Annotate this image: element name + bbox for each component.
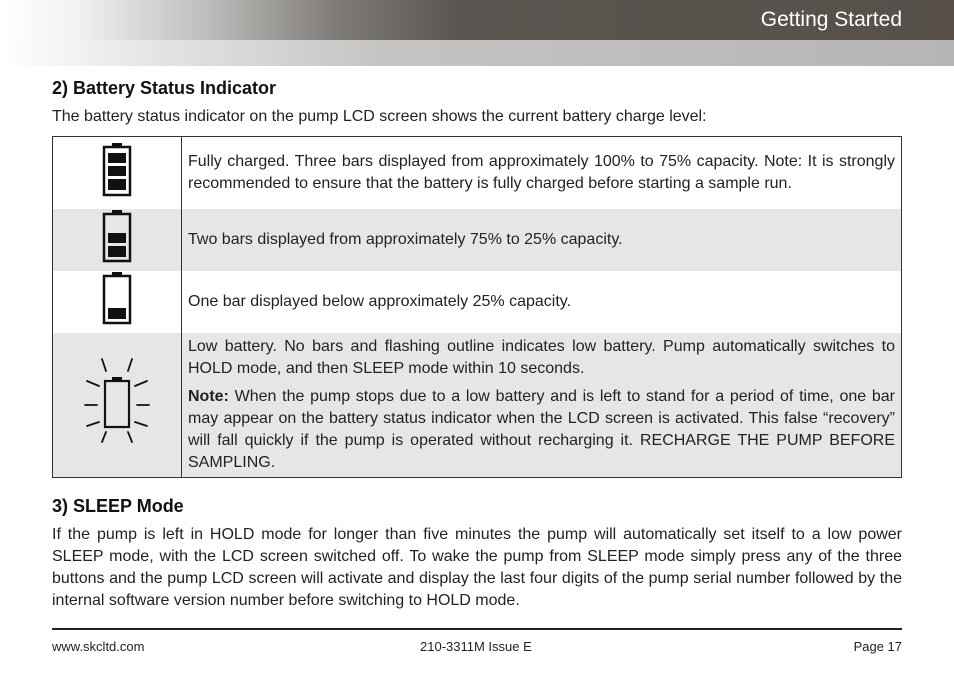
battery-two-bars-icon — [102, 209, 132, 263]
section-heading-sleep: 3) SLEEP Mode — [52, 496, 184, 516]
icon-cell — [53, 271, 182, 333]
header-subband — [0, 40, 954, 66]
table-row — [53, 333, 902, 478]
section-heading-battery: 2) Battery Status Indicator — [52, 78, 277, 98]
note-text: When the pump stops due to a low battery and is left to stand for a period of time, one bar may appear on the battery status indicator when the LCD screen is activated. This false “recovery” will fall quickly if the pump is operated without recharging it. RECHARGE THE PUMP BEFORE SAMPLING. — [188, 387, 895, 471]
page-header-title: Getting Started — [760, 8, 902, 31]
footer-website: www.skcltd.com — [52, 639, 145, 654]
battery-status-table — [52, 136, 902, 478]
battery-full-icon — [102, 141, 132, 197]
low-battery-text: Low battery. No bars and flashing outline indicates low battery. Pump automatically switches to HOLD mode, and then SLEEP mode within 10 seconds. — [188, 337, 895, 377]
battery-one-bar-icon — [102, 271, 132, 325]
table-row — [53, 137, 902, 209]
footer-divider — [52, 628, 902, 630]
icon-cell — [53, 333, 182, 478]
row-description-low-battery — [182, 333, 902, 478]
low-battery-note — [188, 386, 895, 474]
battery-low-flashing-icon — [82, 356, 152, 446]
note-label: Note: — [188, 387, 229, 405]
footer-page-number: Page 17 — [853, 639, 902, 654]
row-description: Two bars displayed from approximately 75% to 25% capacity. — [182, 209, 902, 271]
icon-cell — [53, 137, 182, 209]
footer-doc-ref: 210-3311M Issue E — [420, 639, 532, 654]
icon-cell — [53, 209, 182, 271]
row-description: One bar displayed below approximately 25% capacity. — [188, 292, 572, 310]
table-row — [53, 271, 902, 333]
sleep-mode-body: If the pump is left in HOLD mode for longer than five minutes the pump will automatically set itself to a low power SLEEP mode, with the LCD screen switched off. To wake the pump from SLEEP mode simply press any of the three buttons and the pump LCD screen will activate and display the last four digits of the pump serial number followed by the internal software version number before switching to HOLD mode. — [52, 526, 902, 609]
table-row — [53, 209, 902, 271]
row-description: Fully charged. Three bars displayed from approximately 100% to 75% capacity. Note: It is strongly recommended to ensure that the battery is fully charged before starting a sample run. — [188, 152, 895, 192]
battery-intro: The battery status indicator on the pump LCD screen shows the current battery charge level: — [52, 108, 707, 125]
